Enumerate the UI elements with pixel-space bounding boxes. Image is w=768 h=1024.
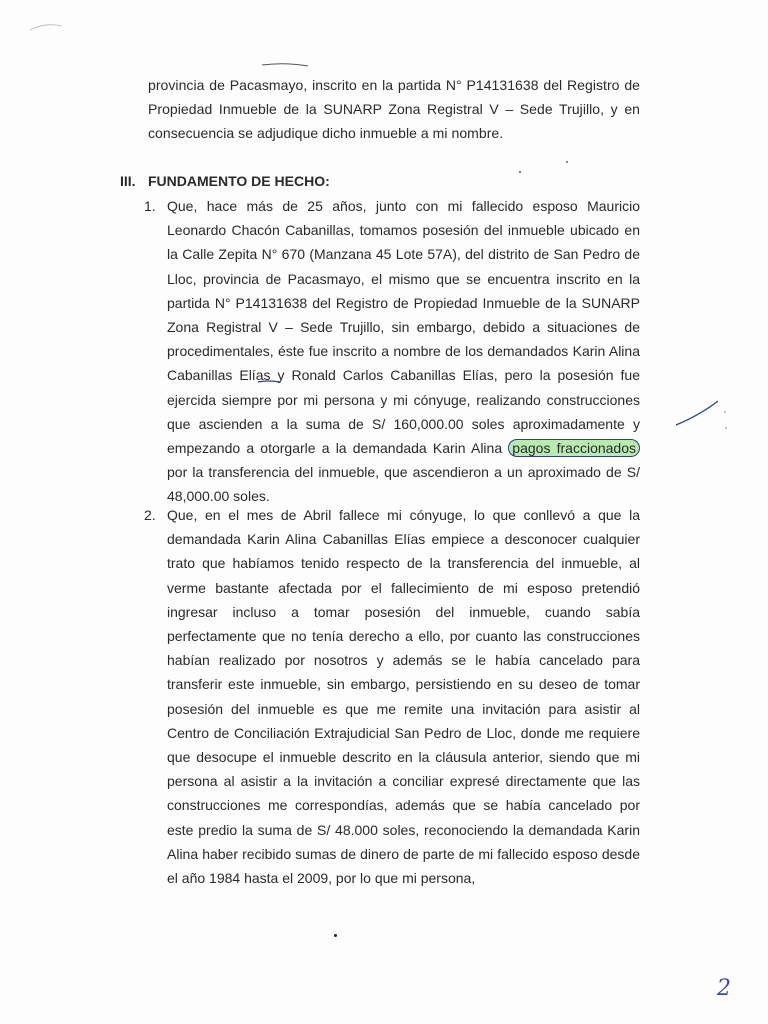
pen-stroke-top: [262, 64, 308, 66]
section-number: III.: [120, 173, 136, 189]
ink-speck: [566, 161, 568, 163]
ink-speck: [725, 427, 727, 429]
list-item: [140, 503, 640, 890]
list-item-marker: 2.: [144, 507, 156, 523]
ink-speck: [519, 171, 521, 173]
intro-paragraph: provincia de Pacasmayo, inscrito en la partida N° P14131638 del Registro de Propiedad Inmueble de la SUNARP Zona Registral V – Sede Trujillo, y en consecuencia se adjudique dicho inmueble a mi nombre.: [148, 77, 640, 142]
ink-dot: [334, 934, 337, 937]
item-text-after: por la transferencia del inmueble, que ascendieron a un aproximado de S/ 48,000.00 soles.: [167, 464, 640, 505]
list-item-text: [167, 194, 640, 509]
item-text-before: Que, hace más de 25 años, junto con mi fallecido esposo Mauricio Leonardo Chacón Cabanillas, tomamos posesión del inmueble ubicado en la Calle Zepita N° 670 (Manzana 45 Lote 57A), del distrito de San Pedro de Lloc, provincia de Pacasmayo, el mismo que se encuentra inscrito en la partida N° P14131638 del Registro de Propiedad Inmueble de la SUNARP Zona Registral V – Sede Trujillo, sin embargo, debido a situaciones de procedimentales, éste fue inscrito a nombre de los demandados Karin Alina Cabanillas Elías y Ronald Carlos Cabanillas Elías, pero la posesión fue ejercida siempre por mi persona y mi cónyuge, realizando construcciones que ascienden a la suma de S/ 160,000.00 soles aproximadamente y empezando a otorgarle a la demandada Karin Alina: [167, 198, 640, 457]
pen-scribble-top-left: [30, 25, 62, 30]
ink-speck: [724, 411, 726, 413]
pen-margin-stroke: [676, 401, 718, 425]
page-number: 2: [717, 976, 731, 1001]
list-item-text: Que, en el mes de Abril fallece mi cónyuge, lo que conllevó a que la demandada Karin Alina Cabanillas Elías empiece a desconocer cualquier trato que habíamos tenido respecto de la transferencia del inmueble, al verme bastante afectada por el fallecimiento de mi esposo pretendió ingresar incluso a tomar posesión del inmueble, cuando sabía perfectamente que no tenía derecho a ello, por cuanto las construcciones habían realizado por nosotros y además se le había cancelado para transferir este inmueble, sin embargo, persistiendo en su deseo de tomar posesión del inmueble es que me remite una invitación para asistir al Centro de Conciliación Extrajudicial San Pedro de Lloc, donde me requiere que desocupe el inmueble descrito en la cláusula anterior, siendo que mi persona al asistir a la invitación a conciliar expresé directamente que las construcciones me correspondías, además que se había cancelado por este predio la suma de S/ 48.000 soles, reconociendo la demandada Karin Alina haber recibido sumas de dinero de parte de mi fallecido esposo desde el año 1984 hasta el 2009, por lo que mi persona,: [167, 507, 640, 887]
list-item: [140, 194, 640, 509]
list-item-marker: 1.: [144, 198, 156, 214]
section-heading: [120, 169, 330, 193]
section-title: FUNDAMENTO DE HECHO:: [148, 173, 330, 189]
highlighted-phrase: pagos fraccionados: [508, 439, 640, 457]
